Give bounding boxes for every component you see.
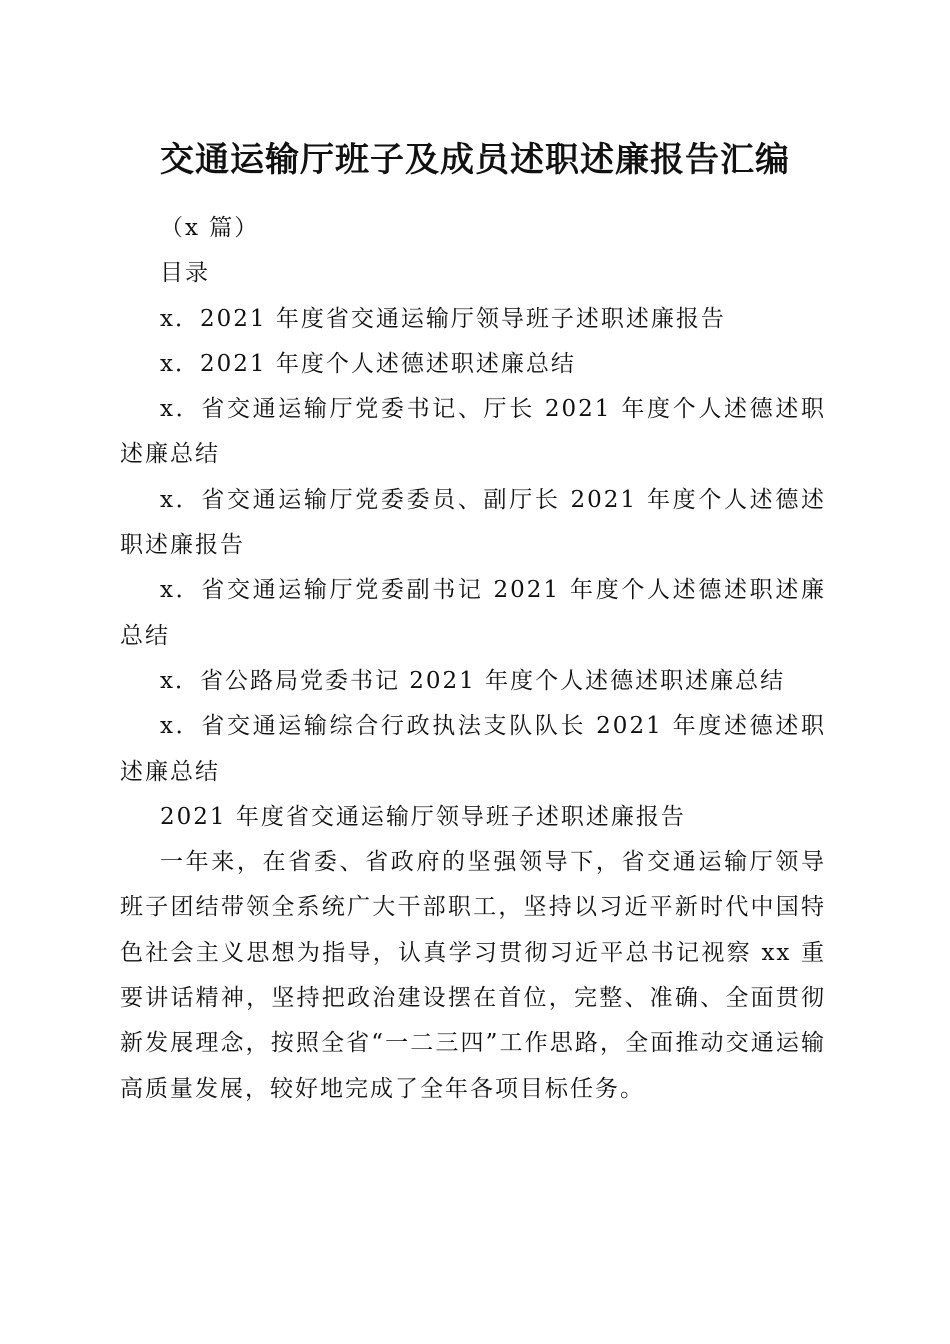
section-title: 2021 年度省交通运输厅领导班子述职述廉报告: [160, 803, 686, 830]
document-title: 交通运输厅班子及成员述职述廉报告汇编: [160, 140, 790, 180]
toc-heading: 目录: [160, 260, 210, 287]
toc-item: x．2021 年度个人述德述职述廉总结: [160, 350, 576, 377]
toc-item: x．省公路局党委书记 2021 年度个人述德述职述廉总结: [160, 667, 786, 694]
toc-item: x．省交通运输厅党委书记、厅长 2021 年度个人述德述职述廉总结: [120, 396, 826, 468]
count-note: （x 篇）: [160, 215, 260, 241]
toc-item: x．2021 年度省交通运输厅领导班子述职述廉报告: [160, 305, 726, 332]
toc-item: x．省交通运输厅党委委员、副厅长 2021 年度个人述德述职述廉报告: [120, 486, 826, 559]
toc-item: x．省交通运输综合行政执法支队队长 2021 年度述德述职述廉总结: [120, 713, 826, 785]
section-body: 一年来，在省委、省政府的坚强领导下，省交通运输厅领导班子团结带领全系统广大干部职工，坚持以习近平新时代中国特色社会主义思想为指导，认真学习贯彻习近平总书记视察 xx 重要讲话精神，坚持把政治建设摆在首位，完整、准确、全面贯彻新发展理念，按照全省“一二三四”工作思路，全面推动交通运输高质量发展，较好地完成了全年各项目标任务。: [120, 849, 826, 1102]
document-body: [120, 206, 826, 1112]
toc-item: x．省交通运输厅党委副书记 2021 年度个人述德述职述廉总结: [120, 577, 826, 649]
